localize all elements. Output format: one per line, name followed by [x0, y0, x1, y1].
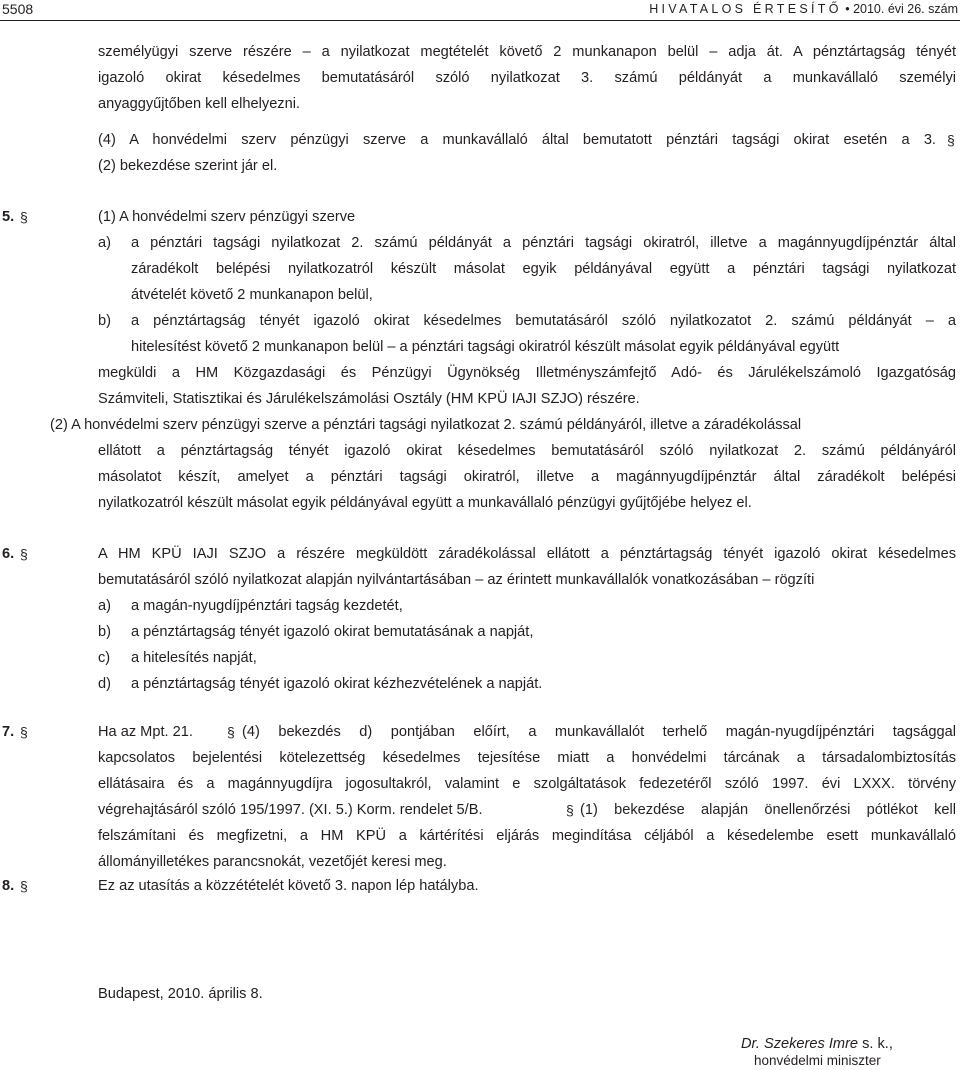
text-line: igazoló okirat késedelmes bemutatásáról szóló nyilatkozat 3. számú példányát a munkavállaló személyi [98, 70, 956, 86]
signer-title: honvédelmi miniszter [754, 1053, 881, 1068]
text-line: a pénztártagság tényét igazoló okirat késedelmes bemutatásáról szóló nyilatkozatot 2. számú példányát – a [131, 313, 956, 329]
journal-name: HIVATALOS ÉRTESÍTŐ [649, 2, 842, 16]
section-5-number: 5. [2, 209, 15, 225]
page-number: 5508 [2, 1, 34, 17]
section-5-paragraph-1: (1) A honvédelmi szerv pénzügyi szerve [98, 209, 356, 225]
text-line: hitelesítést követő 2 munkanapon belül – a pénztári tagsági okiratról készült másolat egyik példányával együtt [131, 339, 840, 355]
place-and-date: Budapest, 2010. április 8. [98, 986, 263, 1002]
text-line: (2) bekezdése szerint jár el. [98, 158, 278, 174]
text-line: felszámítani és megfizetni, a HM KPÜ a kártérítési eljárás megindítása céljából a késedelembe esett munkavállaló [98, 828, 956, 844]
signer-name: Dr. Szekeres Imre [741, 1036, 859, 1052]
text-line: megküldi a HM Közgazdasági és Pénzügyi Ügynökség Illetményszámfejtő Adó- és Járulékelszámoló Igazgatóság [98, 365, 956, 381]
text-fragment: Ha az Mpt. 21. [98, 724, 193, 740]
text-line: nyilatkozatról készült másolat egyik példányával együtt a munkavállaló pénzügyi gyűjtőjébe helyez el. [98, 495, 752, 511]
text-line: a pénztári tagsági nyilatkozat 2. számú példányát a pénztári tagsági okiratról, illetve a magánnyugdíjpénztár által [131, 235, 956, 251]
text-line: átvételét követő 2 munkanapon belül, [131, 287, 373, 303]
journal-title [649, 0, 958, 18]
text-line: A HM KPÜ IAJI SZJO a részére megküldött záradékolással ellátott a pénztártagság tényét igazoló okirat késedelmes [98, 546, 956, 562]
text-line: ellátásaira és a magánnyugdíjra jogosultakról, valamint e szolgáltatások fedezetéről szóló 1997. évi LXXX. törvény [98, 776, 956, 792]
text-line: kapcsolatos bejelentési kötelezettség késedelmes tejesítése miatt a honvédelmi tárcának a társadalombiztosítás [98, 750, 956, 766]
list-item: a pénztártagság tényét igazoló okirat kézhezvételének a napját. [131, 676, 543, 692]
header-bullet: • [845, 2, 850, 16]
header-rule [0, 20, 960, 21]
item-marker: d) [98, 676, 111, 692]
text-line: Számviteli, Statisztikai és Járulékelszámolási Osztály (HM KPÜ IAJI SZJO) részére. [98, 391, 640, 407]
text-line: anyaggyűjtőben kell elhelyezni. [98, 96, 301, 112]
text-line: személyügyi szerve részére – a nyilatkozat megtételét követő 2 munkanapon belül – adja át. A pénztártagság tényét [98, 44, 956, 60]
section-sign: § [20, 546, 28, 562]
section-sign: § [227, 724, 235, 740]
list-item: a hitelesítés napját, [131, 650, 257, 666]
page-header [0, 0, 960, 20]
section-sign: § [566, 802, 574, 818]
item-marker: c) [98, 650, 111, 666]
paragraph-4: (4) A honvédelmi szerv pénzügyi szerve a munkavállaló által bemutatott pénztári tagsági okirat esetén a 3. [98, 132, 936, 148]
section-sign: § [20, 878, 28, 894]
section-6-number: 6. [2, 546, 15, 562]
item-marker: b) [98, 313, 111, 329]
section-sign: § [947, 132, 955, 148]
text-line: Ez az utasítás a közzétételét követő 3. napon lép hatályba. [98, 878, 479, 894]
text-line: bemutatásáról szóló nyilatkozat alapján nyilvántartásában – az érintett munkavállalók vonatkozásában – rögzíti [98, 572, 815, 588]
text-fragment: végrehajtásáról szóló 195/1997. (XI. 5.) Korm. rendelet 5/B. [98, 802, 483, 818]
item-marker: b) [98, 624, 111, 640]
signature-line [741, 1034, 893, 1054]
list-item: a pénztártagság tényét igazoló okirat bemutatásának a napját, [131, 624, 534, 640]
section-8-number: 8. [2, 878, 15, 894]
text-line: állományilletékes parancsnokát, vezetőjét keresi meg. [98, 854, 447, 870]
item-marker: a) [98, 598, 111, 614]
section-7-number: 7. [2, 724, 15, 740]
item-marker: a) [98, 235, 111, 251]
text-fragment: (4) bekezdés d) pontjában előírt, a munkavállalót terhelő magán-nyugdíjpénztári tagsággal [242, 724, 956, 740]
text-fragment: (1) bekezdése alapján önellenőrzési pótlékot kell [580, 802, 956, 818]
section-5-paragraph-2: (2) A honvédelmi szerv pénzügyi szerve a pénztári tagsági nyilatkozat 2. számú példányáról, illetve a záradékolással [50, 417, 802, 433]
signer-suffix: s. k., [858, 1036, 893, 1052]
list-item: a magán-nyugdíjpénztári tagság kezdetét, [131, 598, 403, 614]
issue-label: 2010. évi 26. szám [853, 2, 958, 16]
section-sign: § [20, 724, 28, 740]
text-line: záradékolt belépési nyilatkozatról készült másolat egyik példányával együtt a pénztári tagsági nyilatkozat [131, 261, 956, 277]
text-line: másolatot készít, amelyet a pénztári tagsági okiratról, illetve a magánnyugdíjpénztár által záradékolt belépési [98, 469, 956, 485]
section-sign: § [20, 209, 28, 225]
text-line: ellátott a pénztártagság tényét igazoló okirat késedelmes bemutatásáról szóló nyilatkozat 2. számú példányáról [98, 443, 956, 459]
